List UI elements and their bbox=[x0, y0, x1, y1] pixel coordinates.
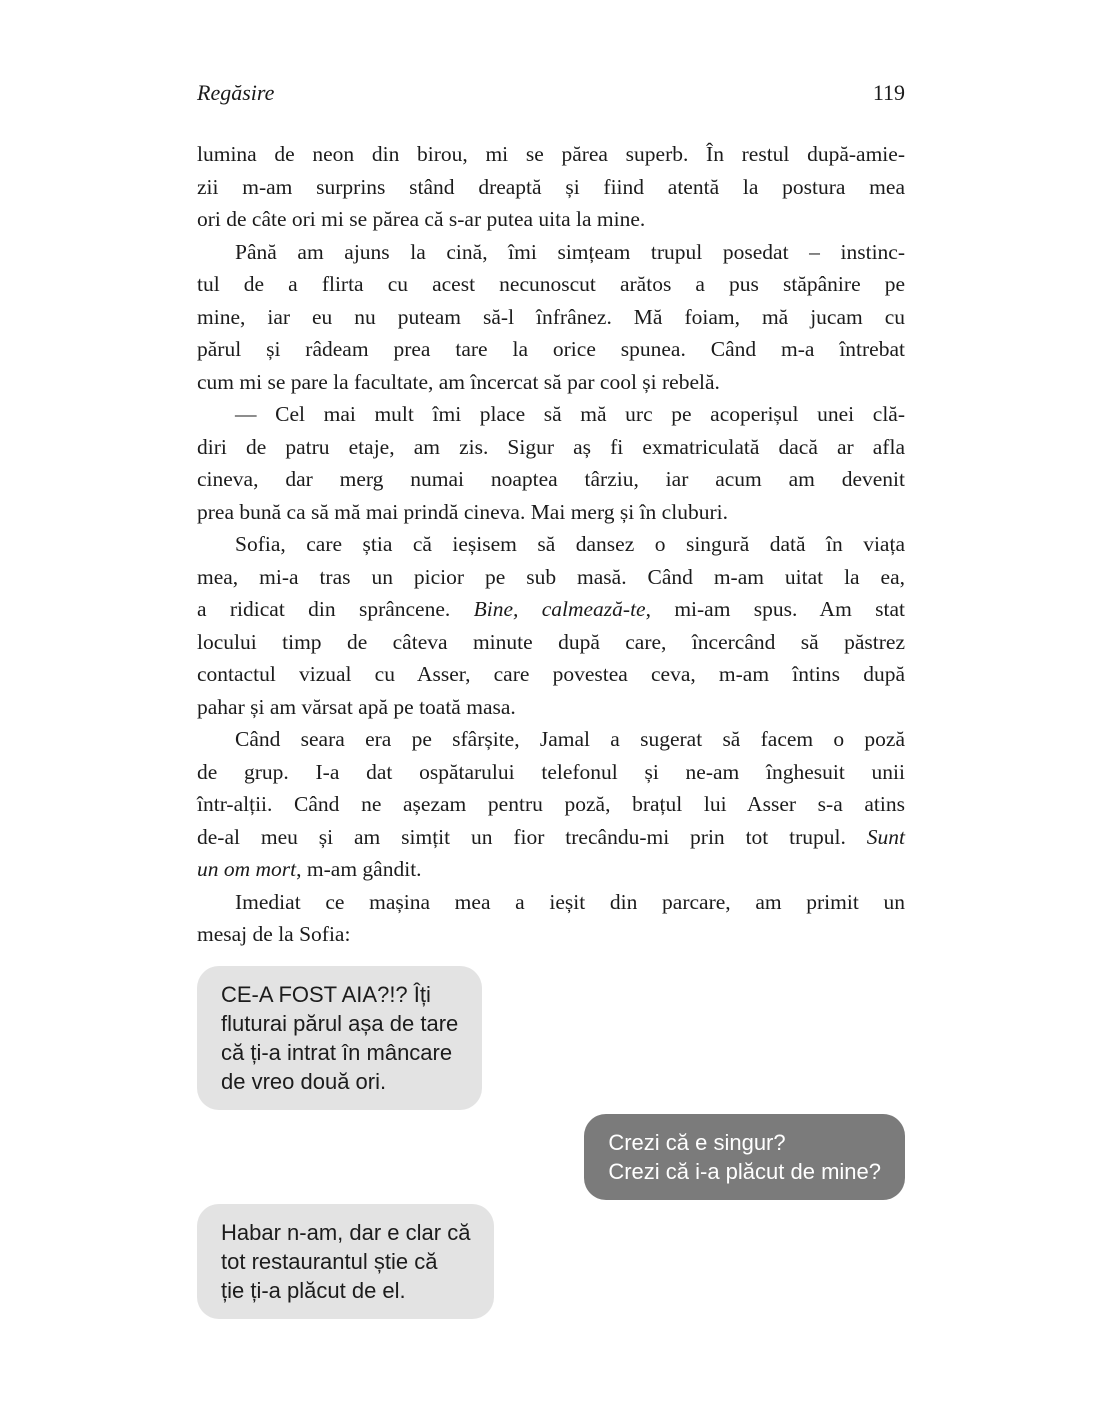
text-line bbox=[197, 431, 905, 464]
plain-text: pahar și am vărsat apă pe toată masa. bbox=[197, 694, 516, 719]
chat-bubble-right bbox=[584, 1114, 905, 1200]
plain-text: Imediat ce mașina mea a ieșit din parcare, am primit un bbox=[235, 889, 905, 914]
chat-bubble-left bbox=[197, 966, 482, 1110]
chat-line: Crezi că i-a plăcut de mine? bbox=[608, 1158, 881, 1184]
text-line bbox=[197, 398, 905, 431]
plain-text: cum mi se pare la facultate, am încercat să par cool și rebelă. bbox=[197, 369, 720, 394]
text-line bbox=[197, 171, 905, 204]
plain-text: mea, mi-a tras un picior pe sub masă. Când m-am uitat la ea, bbox=[197, 564, 905, 589]
plain-text: mine, iar eu nu puteam să-l înfrânez. Mă foiam, mă jucam cu bbox=[197, 304, 905, 329]
text-line bbox=[197, 528, 905, 561]
text-line bbox=[197, 268, 905, 301]
plain-text: locului timp de câteva minute după care, încercând să păstrez bbox=[197, 629, 905, 654]
paragraph bbox=[197, 138, 905, 236]
plain-text: Până am ajuns la cină, îmi simțeam trupul posedat – instinc- bbox=[235, 239, 905, 264]
chat-thread bbox=[197, 966, 905, 1319]
text-line bbox=[197, 236, 905, 269]
paragraph bbox=[197, 723, 905, 886]
text-line bbox=[197, 658, 905, 691]
plain-text: — Cel mai mult îmi place să mă urc pe acoperișul unei clă- bbox=[235, 402, 905, 426]
plain-text: mesaj de la Sofia: bbox=[197, 922, 351, 946]
plain-text: cineva, dar merg numai noaptea târziu, iar acum am devenit bbox=[197, 467, 905, 491]
plain-text: părul și râdeam prea tare la orice spunea. Când m-a întrebat bbox=[197, 337, 905, 361]
text-line bbox=[197, 333, 905, 366]
plain-text: , m-am gândit. bbox=[296, 857, 422, 881]
chat-line: de vreo două ori. bbox=[221, 1068, 387, 1094]
plain-text: a ridicat din sprâncene. bbox=[197, 597, 474, 621]
text-line bbox=[197, 463, 905, 496]
plain-text: de grup. I-a dat ospătarului telefonul și ne-am înghesuit unii bbox=[197, 759, 905, 784]
text-line bbox=[197, 918, 905, 951]
plain-text: Când seara era pe sfârșite, Jamal a sugerat să facem o poză bbox=[235, 727, 905, 751]
chat-bubble-left bbox=[197, 1204, 494, 1319]
text-line bbox=[197, 723, 905, 756]
text-line bbox=[197, 203, 905, 236]
chat-line: fluturai părul așa de tare bbox=[221, 1010, 459, 1036]
text-line bbox=[197, 756, 905, 789]
plain-text: ori de câte ori mi se părea că s-ar putea uita la mine. bbox=[197, 207, 646, 231]
chat-line: Habar n-am, dar e clar că bbox=[221, 1219, 471, 1245]
text-line bbox=[197, 593, 905, 626]
text-line bbox=[197, 138, 905, 171]
italic-text: un om mort bbox=[197, 857, 297, 881]
text-line bbox=[197, 301, 905, 334]
paragraph bbox=[197, 528, 905, 723]
text-line bbox=[197, 496, 905, 529]
plain-text: lumina de neon din birou, mi se părea superb. În restul după-amie- bbox=[197, 142, 905, 166]
page-number: 119 bbox=[872, 80, 905, 105]
text-line bbox=[197, 788, 905, 821]
paragraph bbox=[197, 886, 905, 951]
body-text bbox=[197, 138, 905, 951]
italic-text: Bine, calmează-te bbox=[473, 597, 646, 621]
plain-text: contactul vizual cu Asser, care povestea ceva, m-am întins după bbox=[197, 662, 905, 686]
plain-text: , mi-am spus. Am stat bbox=[645, 597, 905, 621]
paragraph bbox=[197, 236, 905, 399]
text-line bbox=[197, 561, 905, 594]
plain-text: diri de patru etaje, am zis. Sigur aș fi exmatriculată dacă ar afla bbox=[197, 434, 905, 459]
text-line bbox=[197, 886, 905, 919]
italic-text: Sunt bbox=[866, 824, 905, 849]
plain-text: într-alții. Când ne așezam pentru poză, brațul lui Asser s-a atins bbox=[197, 792, 905, 816]
plain-text: zii m-am surprins stând dreaptă și fiind atentă la postura mea bbox=[197, 174, 905, 199]
text-line bbox=[197, 626, 905, 659]
running-head: Regăsire bbox=[197, 80, 275, 105]
plain-text: tul de a flirta cu acest necunoscut arătos a pus stăpânire pe bbox=[197, 272, 905, 296]
plain-text: Sofia, care știa că ieșisem să dansez o singură dată în viața bbox=[235, 532, 905, 556]
text-line bbox=[197, 853, 905, 886]
text-line bbox=[197, 366, 905, 399]
page-header bbox=[197, 80, 905, 106]
plain-text: de-al meu și am simțit un fior trecându-mi prin tot trupul. bbox=[197, 824, 867, 849]
chat-line: că ți-a intrat în mâncare bbox=[221, 1039, 453, 1065]
chat-line: tot restaurantul știe că bbox=[221, 1248, 438, 1274]
plain-text: prea bună ca să mă mai prindă cineva. Mai merg și în cluburi. bbox=[197, 499, 728, 524]
chat-line: CE-A FOST AIA?!? Îți bbox=[221, 981, 431, 1007]
paragraph bbox=[197, 398, 905, 528]
text-line bbox=[197, 691, 905, 724]
chat-line: Crezi că e singur? bbox=[608, 1129, 786, 1155]
text-line bbox=[197, 821, 905, 854]
chat-line: ție ți-a plăcut de el. bbox=[221, 1277, 406, 1303]
